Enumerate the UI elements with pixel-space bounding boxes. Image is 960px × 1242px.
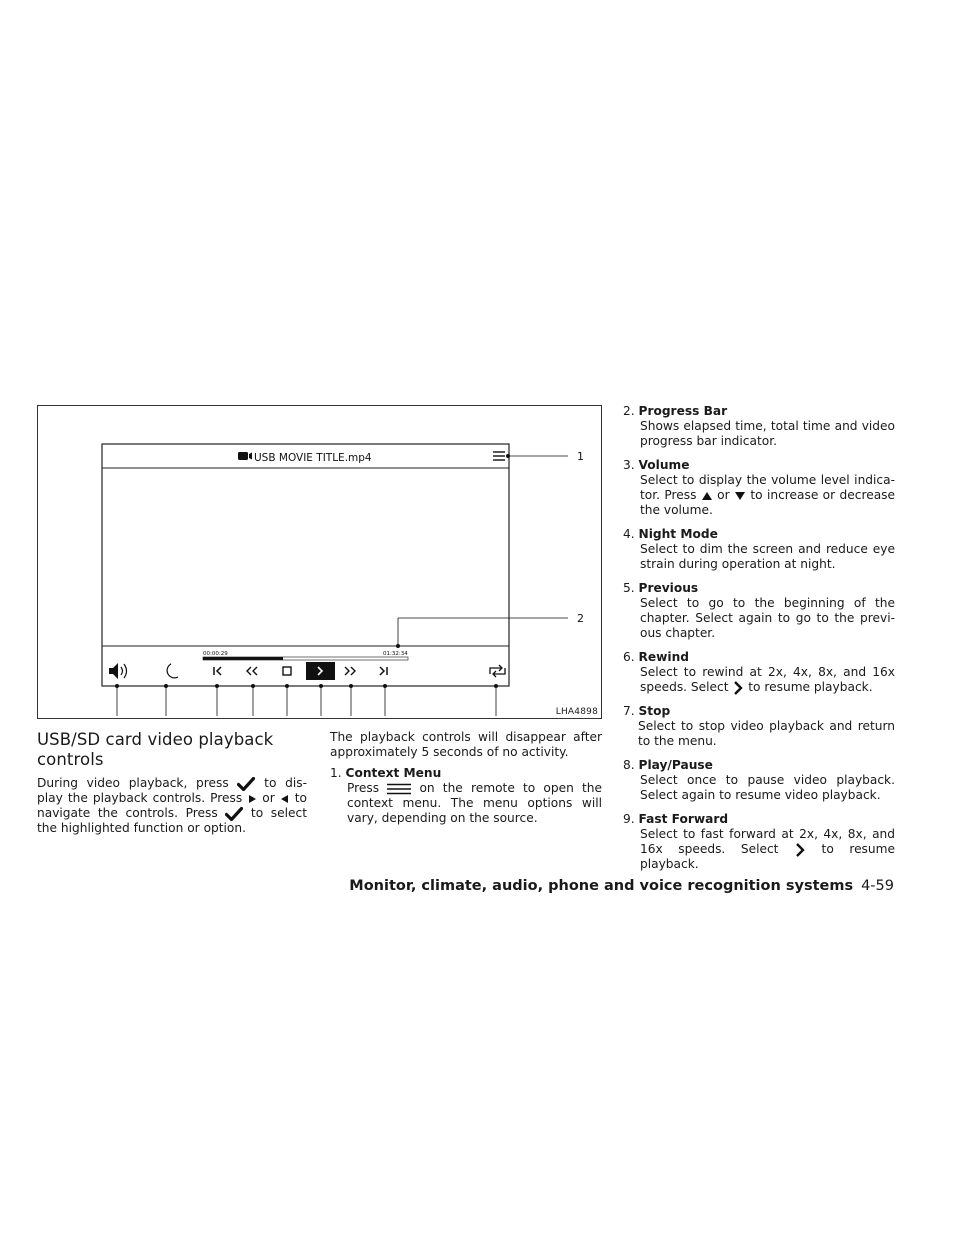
- page-number: 4-59: [861, 878, 894, 894]
- menu-icon: [387, 783, 411, 795]
- item-rewind: 6. Rewind Select to rewind at 2x, 4x, 8x, and 16x speeds. Select to resume playback.: [623, 650, 895, 694]
- play-pause-button: [306, 662, 335, 680]
- progress-fill: [203, 657, 283, 660]
- item-play-pause: 8. Play/Pause Select once to pause video playback. Select again to resume video playback.: [623, 758, 895, 802]
- item-previous: 5. Previous Select to go to the beginning of the chapter. Select again to go to the previ- ous chapter.: [623, 581, 895, 640]
- chevron-right-icon: [732, 681, 744, 695]
- section-heading: USB/SD card video playback controls: [37, 730, 274, 769]
- column-1: [37, 730, 307, 836]
- item-volume: 3. Volume Select to display the volume level indica- tor. Press or to increase or decrease the volume.: [623, 458, 896, 517]
- column-2: [330, 730, 602, 835]
- down-arrow-icon: [734, 491, 746, 501]
- screen-title: USB MOVIE TITLE.mp4: [254, 452, 372, 464]
- left-arrow-icon: [280, 794, 290, 804]
- item-progress-bar: 2. Progress Bar Shows elapsed time, total time and video progress bar indicator.: [623, 404, 895, 448]
- check-icon: [237, 777, 255, 791]
- footer-title: Monitor, climate, audio, phone and voice recognition systems: [349, 878, 854, 894]
- figure-code: LHA4898: [555, 707, 598, 717]
- callout-1: 1: [577, 450, 584, 463]
- chevron-right-icon: [794, 843, 806, 857]
- item-fast-forward: 9. Fast Forward Select to fast forward at 2x, 4x, 8x, and 16x speeds. Select to resume playback.: [623, 812, 896, 871]
- time-elapsed: 00:00:29: [203, 651, 228, 657]
- check-icon: [225, 807, 243, 821]
- callout-2: 2: [577, 612, 584, 625]
- time-total: 01:32:34: [383, 651, 408, 657]
- figure-illustration: [38, 406, 603, 720]
- intro-paragraph: During video playback, press to dis- play the playback controls. Press or to navigate the controls. Press to select the highlighted function or option.: [37, 776, 307, 835]
- column-3: [623, 404, 895, 881]
- page-footer: [349, 878, 894, 894]
- controls-note: The playback controls will disappear after approximately 5 seconds of no activity.: [330, 730, 602, 759]
- item-stop: 7. Stop Select to stop video playback and return to the menu.: [623, 704, 895, 748]
- right-arrow-icon: [247, 794, 257, 804]
- screen-frame: [102, 444, 509, 686]
- playback-screen-figure: [37, 405, 602, 719]
- up-arrow-icon: [701, 491, 713, 501]
- item-context-menu: 1. Context Menu Press on the remote to open the context menu. The menu options will vary, depending on the source.: [330, 766, 602, 825]
- item-night-mode: 4. Night Mode Select to dim the screen and reduce eye strain during operation at night.: [623, 527, 895, 571]
